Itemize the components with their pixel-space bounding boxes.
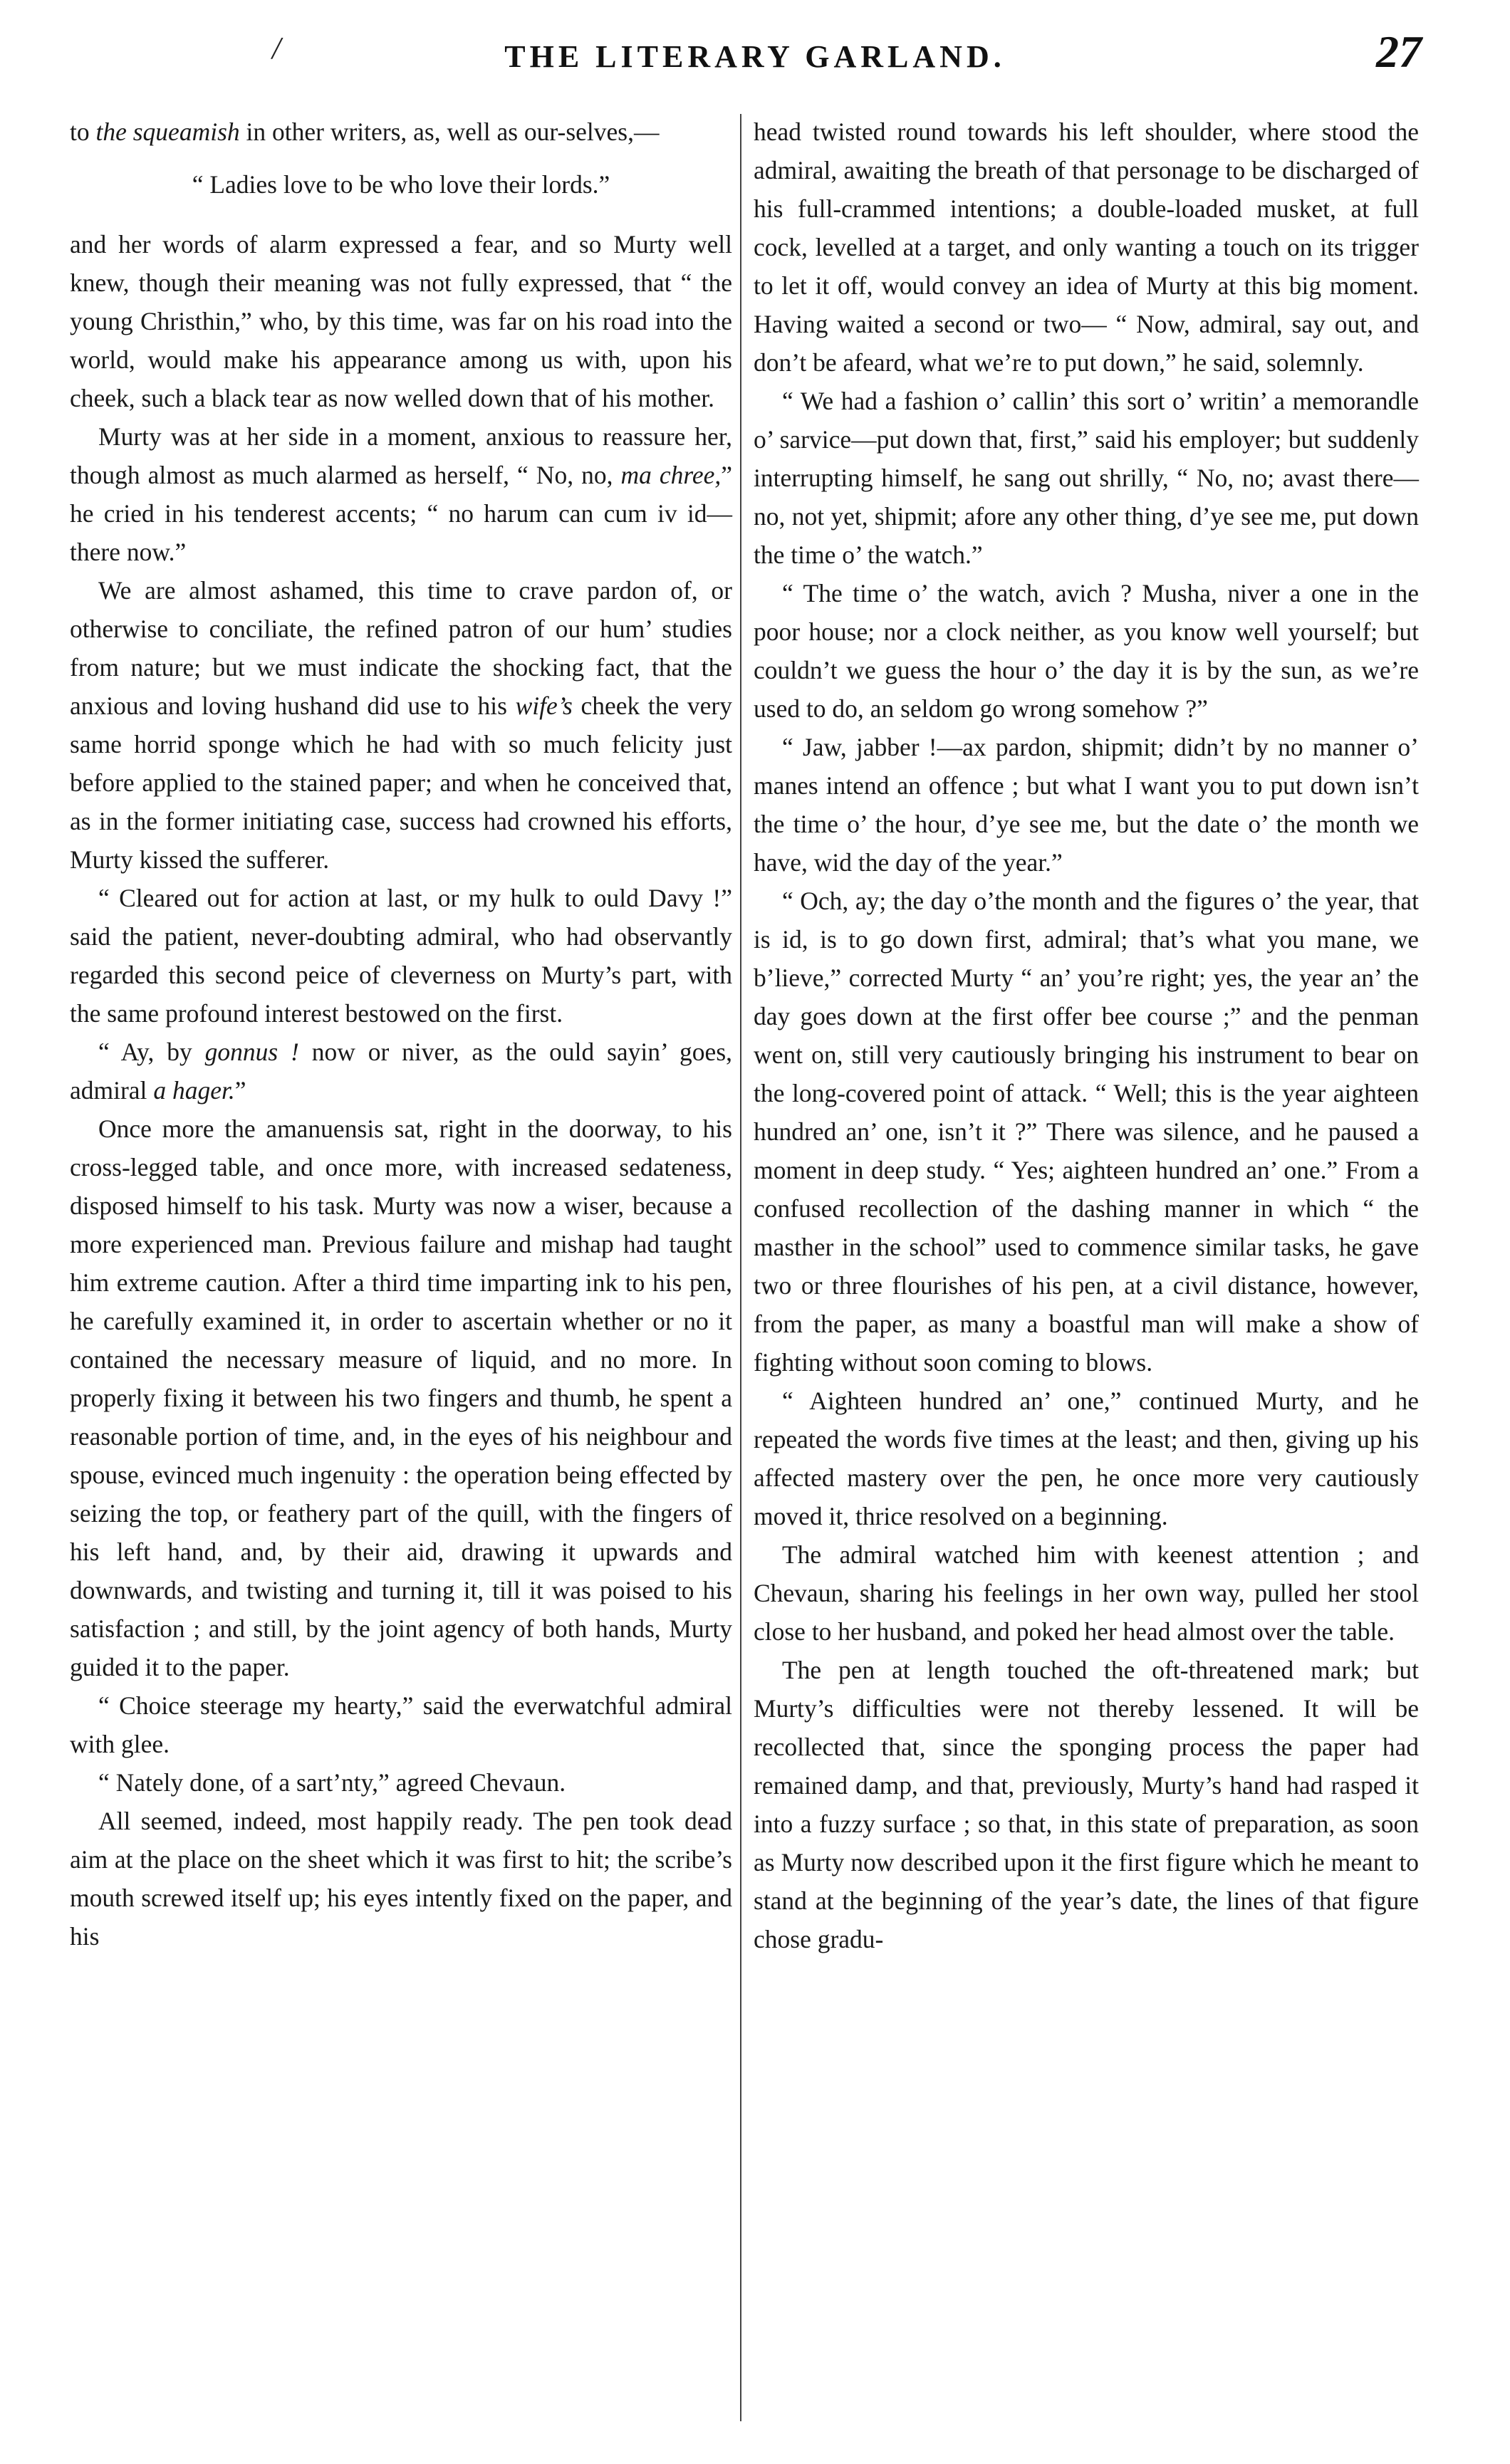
paragraph: Murty was at her side in a moment, anxious to reassure her, though almost as much alarmed as herself, “ No, no, ma chree,” he cried in his tenderest accents; “ no harum can cum iv id— there now.”: [70, 422, 732, 566]
paragraph: head twisted round towards his left shoulder, where stood the admiral, awaiting the breath of that personage to be discharged of his full-crammed intentions; a double-loaded musket, at full cock, levelled at a target, and only wanting a touch on its trigger to let it off, would convey an idea of Murty at this big moment. Having waited a second or two— “ Now, admiral, say out, and don’t be afeard, what we’re to put down,” he said, solemnly.: [754, 118, 1419, 377]
paragraph: and her words of alarm expressed a fear, and so Murty well knew, though their meaning was not fully expressed, that “ the young Christhin,” who, by this time, was far on his road into the world, would make his appearance among us with, upon his cheek, such a black tear as now welled down that of his mother.: [70, 230, 732, 412]
paragraph: “ Choice steerage my hearty,” said the everwatchful admiral with glee.: [70, 1691, 732, 1758]
paragraph: “ Nately done, of a sart’nty,” agreed Chevaun.: [98, 1768, 566, 1797]
paragraph: “ Och, ay; the day o’the month and the figures o’ the year, that is id, is to go down first, admiral; that’s what you mane, we b’lieve,” corrected Murty “ an’ you’re right; yes, the year an’ the day goes down at the first offer bee course ;” and the penman went on, still very cautiously bringing his instrument to bear on the long-covered point of attack. “ Well; this is the year aighteen hundred an’ one, isn’t it ?” There was silence, and he paused a moment in deep study. “ Yes; aighteen hundred an’ one.” From a confused recollection of the dashing manner in which “ the masther in the school” used to commence similar tasks, he gave two or three flourishes of his pen, at a civil distance, however, from the paper, as many a boastful man will make a show of fighting without soon coming to blows.: [754, 887, 1419, 1377]
right-column: [754, 113, 1419, 1958]
margin-mark: /: [272, 31, 281, 66]
paragraph: “ Ay, by gonnus ! now or niver, as the ould sayin’ goes, admiral a hager.”: [70, 1038, 733, 1105]
paragraph: The admiral watched him with keenest attention ; and Chevaun, sharing his feelings in her own way, pulled her stool close to her husband, and poked her head almost over the table.: [754, 1540, 1419, 1646]
paragraph: “ The time o’ the watch, avich ? Musha, niver a one in the poor house; nor a clock neither, as you know well yourself; but couldn’t we guess the hour o’ the day it is by the sun, as we’re used to do, an seldom go wrong somehow ?”: [754, 579, 1419, 723]
paragraph: “ Aighteen hundred an’ one,” continued Murty, and he repeated the words five times at the least; and then, giving up his affected mastery over the pen, he once more very cautiously moved it, thrice resolved on a beginning.: [754, 1387, 1419, 1530]
paragraph: “ We had a fashion o’ callin’ this sort o’ writin’ a memorandle o’ sarvice—put down that, first,” said his employer; but suddenly interrupting himself, he sang out shrilly, “ No, no; avast there—no, not yet, shipmit; afore any other thing, d’ye see me, put down the time o’ the watch.”: [754, 387, 1419, 569]
paragraph: All seemed, indeed, most happily ready. The pen took dead aim at the place on the sheet which it was first to hit; the scribe’s mouth screwed itself up; his eyes intently fixed on the paper, and his: [70, 1807, 732, 1951]
paragraph: to the squeamish in other writers, as, well as our-selves,—: [70, 118, 660, 146]
verse-quote: “ Ladies love to be who love their lords.”: [192, 170, 610, 199]
running-title: THE LITERARY GARLAND.: [504, 39, 1006, 74]
column-divider: [740, 114, 741, 2421]
left-column: [70, 113, 732, 1956]
paragraph: Once more the amanuensis sat, right in the doorway, to his cross-legged table, and once more, with increased sedateness, disposed himself to his task. Murty was now a wiser, because a more experienced man. Previous failure and mishap had taught him extreme caution. After a third time imparting ink to his pen, he carefully examined it, in order to ascertain whether or no it contained the necessary measure of liquid, and no more. In properly fixing it between his two fingers and thumb, he spent a reasonable portion of time, and, in the eyes of his neighbour and spouse, evinced much ingenuity : the operation being effected by seizing the top, or feathery part of the quill, with the fingers of his left hand, and, by their aid, drawing it upwards and downwards, and twisting and turning it, till it was poised to his satisfaction ; and still, by the joint agency of both hands, Murty guided it to the paper.: [70, 1114, 732, 1681]
paragraph: “ Jaw, jabber !—ax pardon, shipmit; didn’t by no manner o’ manes intend an offence ; but what I want you to put down isn’t the time o’ the hour, d’ye see me, but the date o’ the month we have, wid the day of the year.”: [754, 733, 1419, 877]
paragraph: We are almost ashamed, this time to crave pardon of, or otherwise to conciliate, the refined patron of our hum’ studies from nature; but we must indicate the shocking fact, that the anxious and loving hushand did use to his wife’s cheek the very same horrid sponge which he had with so much felicity just before applied to the stained paper; and when he conceived that, as in the former initiating case, success had crowned his efforts, Murty kissed the sufferer.: [70, 576, 733, 874]
page-number: 27: [1376, 26, 1422, 77]
paragraph: “ Cleared out for action at last, or my hulk to ould Davy !” said the patient, never-doubting admiral, who had observantly regarded this second peice of cleverness on Murty’s part, with the same profound interest bestowed on the first.: [70, 884, 732, 1028]
paragraph: The pen at length touched the oft-threatened mark; but Murty’s difficulties were not thereby lessened. It will be recollected that, since the sponging process the paper had remained damp, and that, previously, Murty’s hand had rasped it into a fuzzy surface ; so that, in this state of preparation, as soon as Murty now described upon it the first figure which he meant to stand at the beginning of the year’s date, the lines of that figure chose gradu-: [754, 1656, 1419, 1953]
